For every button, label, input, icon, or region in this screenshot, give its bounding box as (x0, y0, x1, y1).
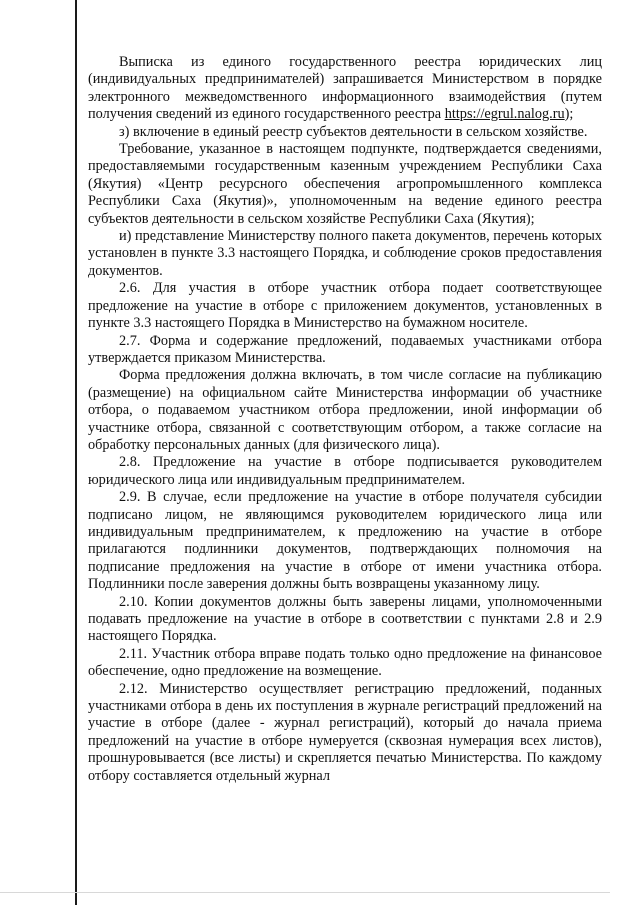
bottom-edge-line (0, 892, 610, 893)
paragraph-2-10: 2.10. Копии документов должны быть заверены лицами, уполномоченными подавать предложение на участие в отборе в соответствии с пунктами 2.8 и 2.9 настоящего Порядка. (88, 593, 602, 645)
paragraph-item-i: и) представление Министерству полного пакета документов, перечень которых установлен в пункте 3.3 настоящего Порядка, и соблюдение сроков предоставления документов. (88, 228, 602, 279)
paragraph-egrul-extract (88, 54, 602, 124)
paragraph-2-7: 2.7. Форма и содержание предложений, подаваемых участниками отбора утверждается приказом Министерства. (88, 332, 602, 366)
document-body (88, 54, 602, 785)
paragraph-form-content: Форма предложения должна включать, в том числе согласие на публикацию (размещение) на официальном сайте Министерства информации об участнике отбора, о подаваемом участником отбора предложении, иной информации об участнике отбора, связанной с соответствующим отбором, а также согласие на обработку персональных данных (для физического лица). (88, 367, 602, 453)
left-margin-line (75, 0, 77, 905)
egrul-link[interactable]: https://egrul.nalog.ru (444, 106, 565, 123)
paragraph-2-8: 2.8. Предложение на участие в отборе подписывается руководителем юридического лица или индивидуальным предпринимателем. (88, 454, 602, 488)
paragraph-2-6: 2.6. Для участия в отборе участник отбора подает соответствующее предложение на участие в отборе с приложением документов, установленных в пункте 3.3 настоящего Порядка в Министерство на бумажном носителе. (88, 280, 602, 332)
paragraph-requirement: Требование, указанное в настоящем подпункте, подтверждается сведениями, предоставляемыми государственным казенным учреждением Республики Саха (Якутия) «Центр ресурсного обеспечения агропромышленного комплекса Республики Саха (Якутия)», уполномоченным на ведение единого реестра субъектов деятельности в сельском хозяйстве Республики Саха (Якутия); (88, 141, 602, 227)
paragraph-2-9: 2.9. В случае, если предложение на участие в отборе получателя субсидии подписано лицом, не являющимся руководителем юридического лица или индивидуальным предпринимателем, к предложению на участие в отборе прилагаются подлинники документов, подтверждающих полномочия на подписание предложения на участие в отборе от имени участника отбора. Подлинники после заверения должны быть возвращены указанному лицу. (88, 489, 602, 593)
paragraph-2-12: 2.12. Министерство осуществляет регистрацию предложений, поданных участниками отбора в день их поступления в журнале регистраций предложений на участие в отборе (далее - журнал регистраций), который до начала приема предложений на участие в отборе нумеруется (сквозная нумерация всех листов), прошнуровывается (все листы) и скрепляется печатью Министерства. По каждому отбору составляется отдельный журнал (88, 680, 602, 784)
paragraph-2-11: 2.11. Участник отбора вправе подать только одно предложение на финансовое обеспечение, одно предложение на возмещение. (88, 645, 602, 680)
paragraph-text: Выписка из единого государственного реестра юридических лиц (индивидуальных предпринимателей) запрашивается Министерством в порядке электронного межведомственного информационного взаимодействия (путем получения сведений из единого государственного реестра (88, 54, 602, 123)
paragraph-text-tail: ); (564, 106, 574, 123)
paragraph-item-z: з) включение в единый реестр субъектов деятельности в сельском хозяйстве. (119, 123, 588, 140)
